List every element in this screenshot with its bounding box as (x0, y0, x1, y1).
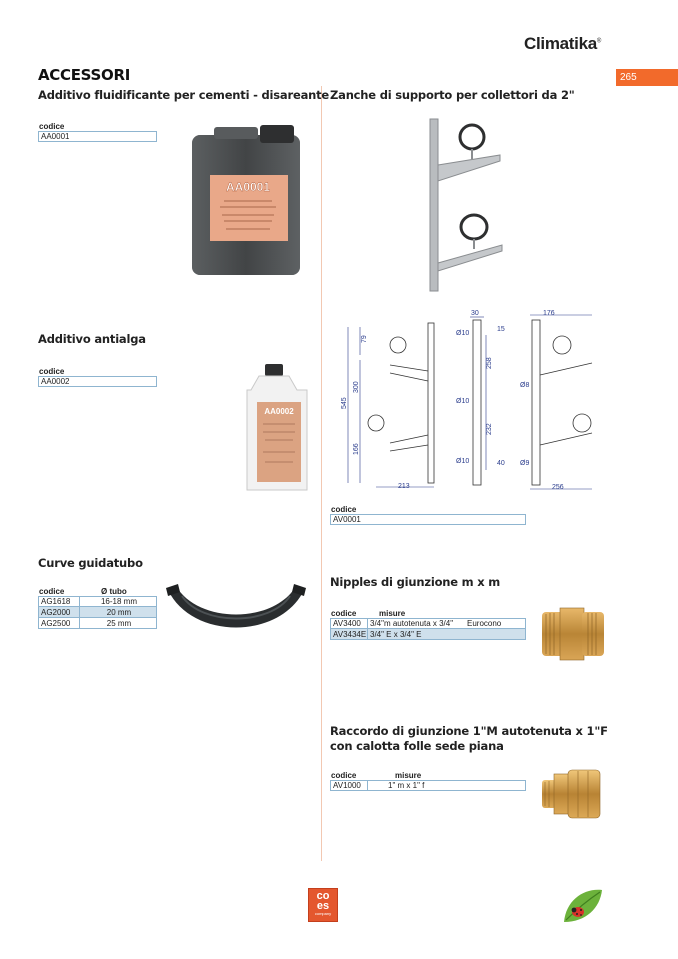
code-cell: AV1000 (333, 781, 361, 790)
product-title-antialga: Additivo antialga (38, 332, 146, 346)
dimension-label: Ø10 (456, 458, 470, 465)
table-header (38, 586, 157, 596)
product-title-nipples: Nipples di giunzione m x m (330, 575, 501, 589)
dimension-label: 256 (552, 484, 564, 491)
column-header-codice: codice (331, 771, 357, 780)
code-table-curve-guidatubo (38, 586, 157, 629)
table-row (330, 514, 526, 525)
pipe-bend-guide-image (162, 582, 310, 642)
table-row (330, 629, 526, 640)
brand-name: Climatika (524, 34, 597, 53)
table-row (38, 596, 157, 607)
dimension-label: Ø9 (520, 460, 530, 467)
product-title-curve-guidatubo: Curve guidatubo (38, 556, 143, 570)
coes-logo (308, 888, 338, 922)
code-cell: AG2500 (41, 618, 71, 628)
table-header (38, 121, 157, 131)
bottle-label-text: AA0002 (264, 407, 294, 416)
brand-registered-mark: ® (596, 38, 602, 45)
canister-label-text: AA0001 (225, 180, 271, 194)
size-cell: 3/4"m autotenuta x 3/4" (367, 619, 465, 628)
dimension-label: 213 (398, 483, 410, 490)
table-header (330, 770, 526, 780)
dimension-label: 545 (341, 397, 348, 409)
code-cell: AA0001 (41, 132, 70, 141)
column-header-diametro: Ø tubo (101, 587, 127, 596)
canister-image (190, 123, 305, 278)
dimension-label: 30 (471, 310, 479, 317)
table-row (38, 618, 157, 629)
dimension-label: 300 (353, 381, 360, 393)
collector-bracket-photo (410, 115, 520, 295)
code-table-nipples (330, 608, 526, 640)
column-header-codice: codice (39, 122, 65, 131)
diameter-cell: 25 mm (79, 618, 156, 628)
dimension-label: Ø10 (456, 398, 470, 405)
size-cell: 1" m x 1" f (367, 781, 525, 790)
product-title-zanche: Zanche di supporto per collettori da 2" (330, 88, 575, 102)
dimension-label: 166 (353, 443, 360, 455)
dimension-label: 258 (486, 357, 493, 369)
column-header-codice: codice (331, 505, 357, 514)
table-row (38, 131, 157, 142)
coes-logo-text: es (316, 900, 330, 912)
brass-fitting-image (540, 766, 604, 822)
table-row (38, 607, 157, 618)
bottle-image (245, 362, 311, 494)
diameter-cell: 16-18 mm (79, 597, 156, 606)
table-header (330, 608, 526, 618)
column-header-misure: misure (395, 771, 422, 780)
type-cell: Eurocono (467, 619, 502, 628)
code-table-antialga (38, 366, 157, 387)
coes-logo-subtext: company (314, 911, 332, 916)
code-table-raccordo (330, 770, 526, 791)
table-header (330, 504, 526, 514)
code-table-zanche (330, 504, 526, 525)
code-cell: AG1618 (41, 597, 71, 606)
dimension-label: 176 (543, 310, 555, 317)
column-header-misure: misure (379, 609, 406, 618)
code-cell: AV0001 (333, 515, 361, 524)
column-divider (321, 86, 322, 861)
size-cell: 3/4" E x 3/4" E (367, 629, 465, 639)
product-title-fluidificante: Additivo fluidificante per cementi - disareante (38, 88, 330, 102)
code-cell: AA0002 (41, 377, 70, 386)
dimension-label: Ø8 (520, 382, 530, 389)
column-header-codice: codice (39, 367, 65, 376)
code-cell: AV3400 (333, 619, 361, 628)
dimension-label: 40 (497, 460, 505, 467)
brass-nipple-image (538, 604, 608, 664)
coes-logo-text: co (316, 890, 330, 902)
diameter-cell: 20 mm (79, 607, 156, 617)
ladybug-leaf-logo (560, 886, 606, 926)
code-cell: AV3434E (333, 629, 367, 639)
table-row (38, 376, 157, 387)
dimension-label: 232 (486, 423, 493, 435)
brand-logo (524, 34, 601, 54)
column-header-codice: codice (331, 609, 357, 618)
table-row (330, 618, 526, 629)
table-header (38, 366, 157, 376)
section-title: ACCESSORI (38, 66, 130, 84)
code-cell: AG2000 (41, 607, 71, 617)
code-table-fluidificante (38, 121, 157, 142)
dimension-label: 79 (361, 335, 368, 343)
dimension-label: 15 (497, 326, 505, 333)
column-header-codice: codice (39, 587, 65, 596)
product-title-raccordo: Raccordo di giunzione 1"M autotenuta x 1"F con calotta folle sede piana (330, 724, 608, 753)
table-row (330, 780, 526, 791)
dimension-label: Ø10 (456, 330, 470, 337)
page-number-tab: 265 (616, 69, 678, 86)
technical-drawing (330, 305, 610, 495)
